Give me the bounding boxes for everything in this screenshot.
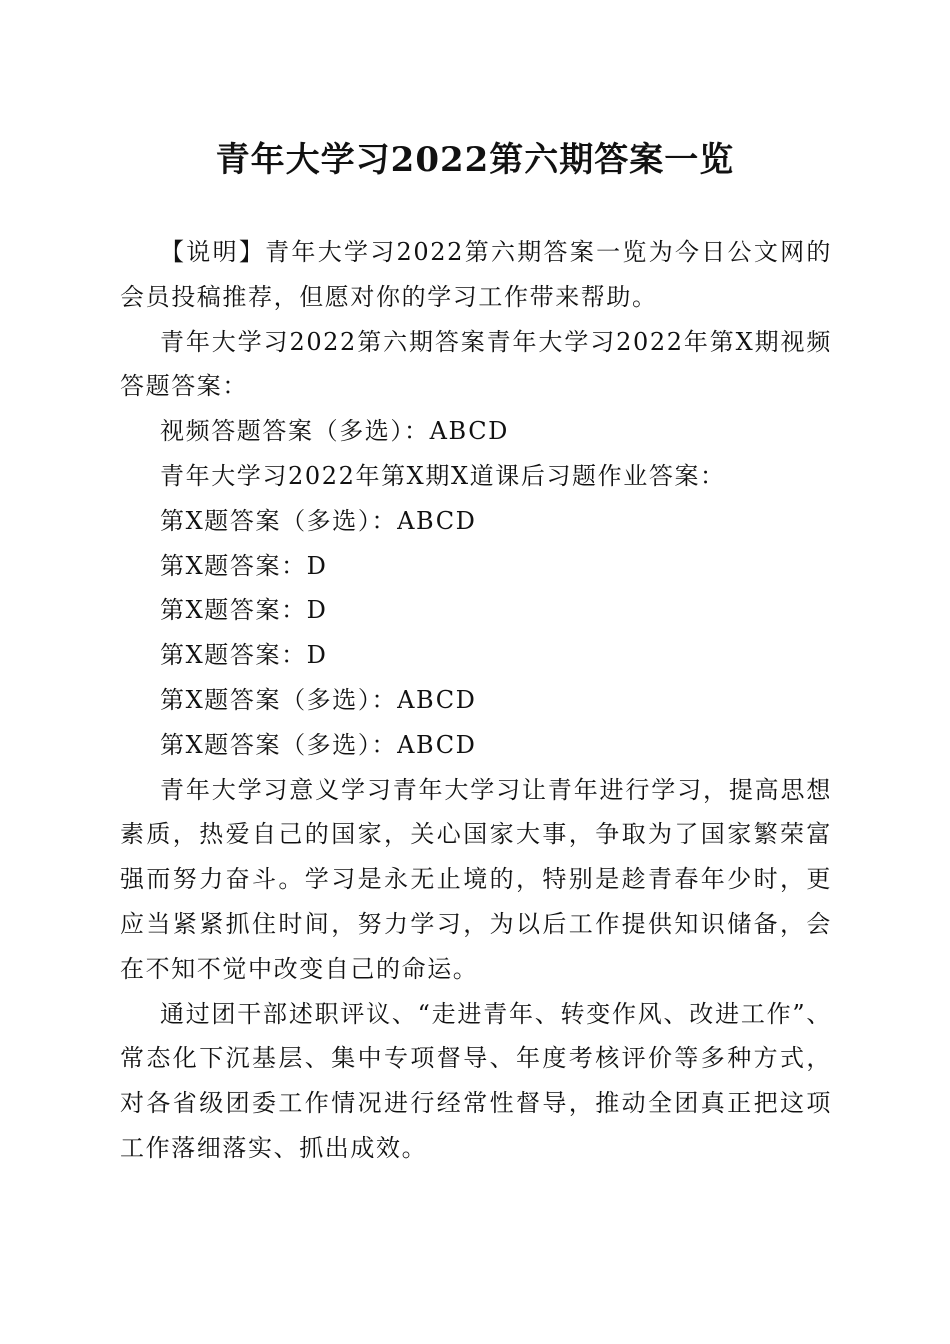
- answer-line: 第X题答案（多选）：ABCD: [160, 685, 477, 714]
- paragraph-description: 【说明】青年大学习2022第六期答案一览为今日公文网的会员投稿推荐，但愿对你的学习工作带来帮助。: [120, 238, 832, 311]
- document-title: 青年大学习2022第六期答案一览: [215, 140, 735, 180]
- document-body: [120, 230, 832, 1171]
- paragraph-significance: 青年大学习意义学习青年大学习让青年进行学习，提高思想素质，热爱自己的国家，关心国家大事，争取为了国家繁荣富强而努力奋斗。学习是永无止境的，特别是趁青春年少时，更应当紧紧抓住时间，努力学习，为以后工作提供知识储备，会在不知不觉中改变自己的命运。: [120, 775, 832, 983]
- answer-line: 第X题答案：D: [160, 641, 328, 670]
- answer-line: 第X题答案：D: [160, 551, 328, 580]
- paragraph-video-answer: 视频答题答案（多选）：ABCD: [160, 417, 510, 446]
- answer-line: 第X题答案：D: [160, 596, 328, 625]
- paragraph-supervision: 通过团干部述职评议、“走进青年、转变作风、改进工作”、常态化下沉基层、集中专项督导、年度考核评价等多种方式，对各省级团委工作情况进行经常性督导，推动全团真正把这项工作落细落实、抓出成效。: [120, 999, 832, 1162]
- paragraph-homework-intro: 青年大学习2022年第X期X道课后习题作业答案：: [160, 461, 726, 490]
- answer-line: 第X题答案（多选）：ABCD: [160, 730, 477, 759]
- paragraph-video-intro: 青年大学习2022第六期答案青年大学习2022年第X期视频答题答案：: [120, 327, 832, 401]
- answer-line: 第X题答案（多选）：ABCD: [160, 506, 477, 535]
